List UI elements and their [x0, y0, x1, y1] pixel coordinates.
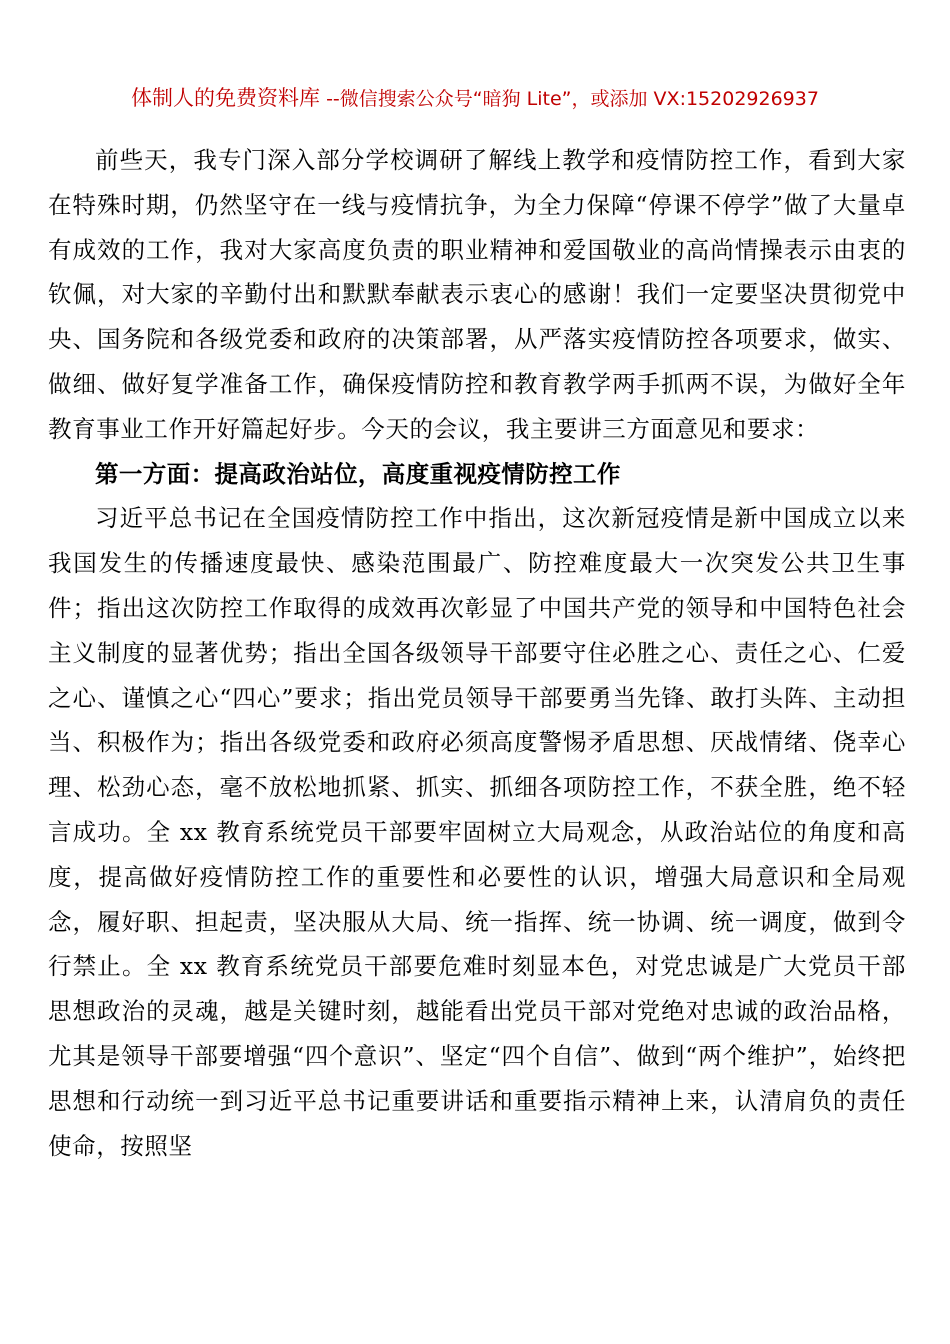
document-body — [48, 138, 906, 1168]
header-promo: --微信搜索公众号“暗狗 Lite”，或添加 VX:15202926937 — [320, 88, 819, 110]
intro-paragraph: 前些天，我专门深入部分学校调研了解线上教学和疫情防控工作，看到大家在特殊时期，仍然坚守在一线与疫情抗争，为全力保障“停课不停学”做了大量卓有成效的工作，我对大家高度负责的职业精神和爱国敬业的高尚情操表示由衷的钦佩，对大家的辛勤付出和默默奉献表示衷心的感谢！我们一定要坚决贯彻党中央、国务院和各级党委和政府的决策部署，从严落实疫情防控各项要求，做实、做细、做好复学准备工作，确保疫情防控和教育教学两手抓两不误，为做好全年教育事业工作开好篇起好步。今天的会议，我主要讲三方面意见和要求： — [48, 146, 906, 443]
section-1-heading: 第一方面：提高政治站位，高度重视疫情防控工作 — [95, 459, 621, 488]
header-brand: 体制人的免费资料库 — [131, 86, 321, 110]
document-header — [0, 84, 950, 113]
section-1-paragraph: 习近平总书记在全国疫情防控工作中指出，这次新冠疫情是新中国成立以来我国发生的传播速度最快、感染范围最广、防控难度最大一次突发公共卫生事件；指出这次防控工作取得的成效再次彰显了中国共产党的领导和中国特色社会主义制度的显著优势；指出全国各级领导干部要守住必胜之心、责任之心、仁爱之心、谨慎之心“四心”要求；指出党员领导干部要勇当先锋、敢打头阵、主动担当、积极作为；指出各级党委和政府必须高度警惕矛盾思想、厌战情绪、侥幸心理、松劲心态，毫不放松地抓紧、抓实、抓细各项防控工作，不获全胜，绝不轻言成功。全 xx 教育系统党员干部要牢固树立大局观念，从政治站位的角度和高度，提高做好疫情防控工作的重要性和必要性的认识，增强大局意识和全局观念，履好职、担起责，坚决服从大局、统一指挥、统一协调、统一调度，做到令行禁止。全 xx 教育系统党员干部要危难时刻显本色，对党忠诚是广大党员干部思想政治的灵魂，越是关键时刻，越能看出党员干部对党绝对忠诚的政治品格，尤其是领导干部要增强“四个意识”、坚定“四个自信”、做到“两个维护”，始终把思想和行动统一到习近平总书记重要讲话和重要指示精神上来，认清肩负的责任使命，按照坚 — [48, 504, 906, 1160]
